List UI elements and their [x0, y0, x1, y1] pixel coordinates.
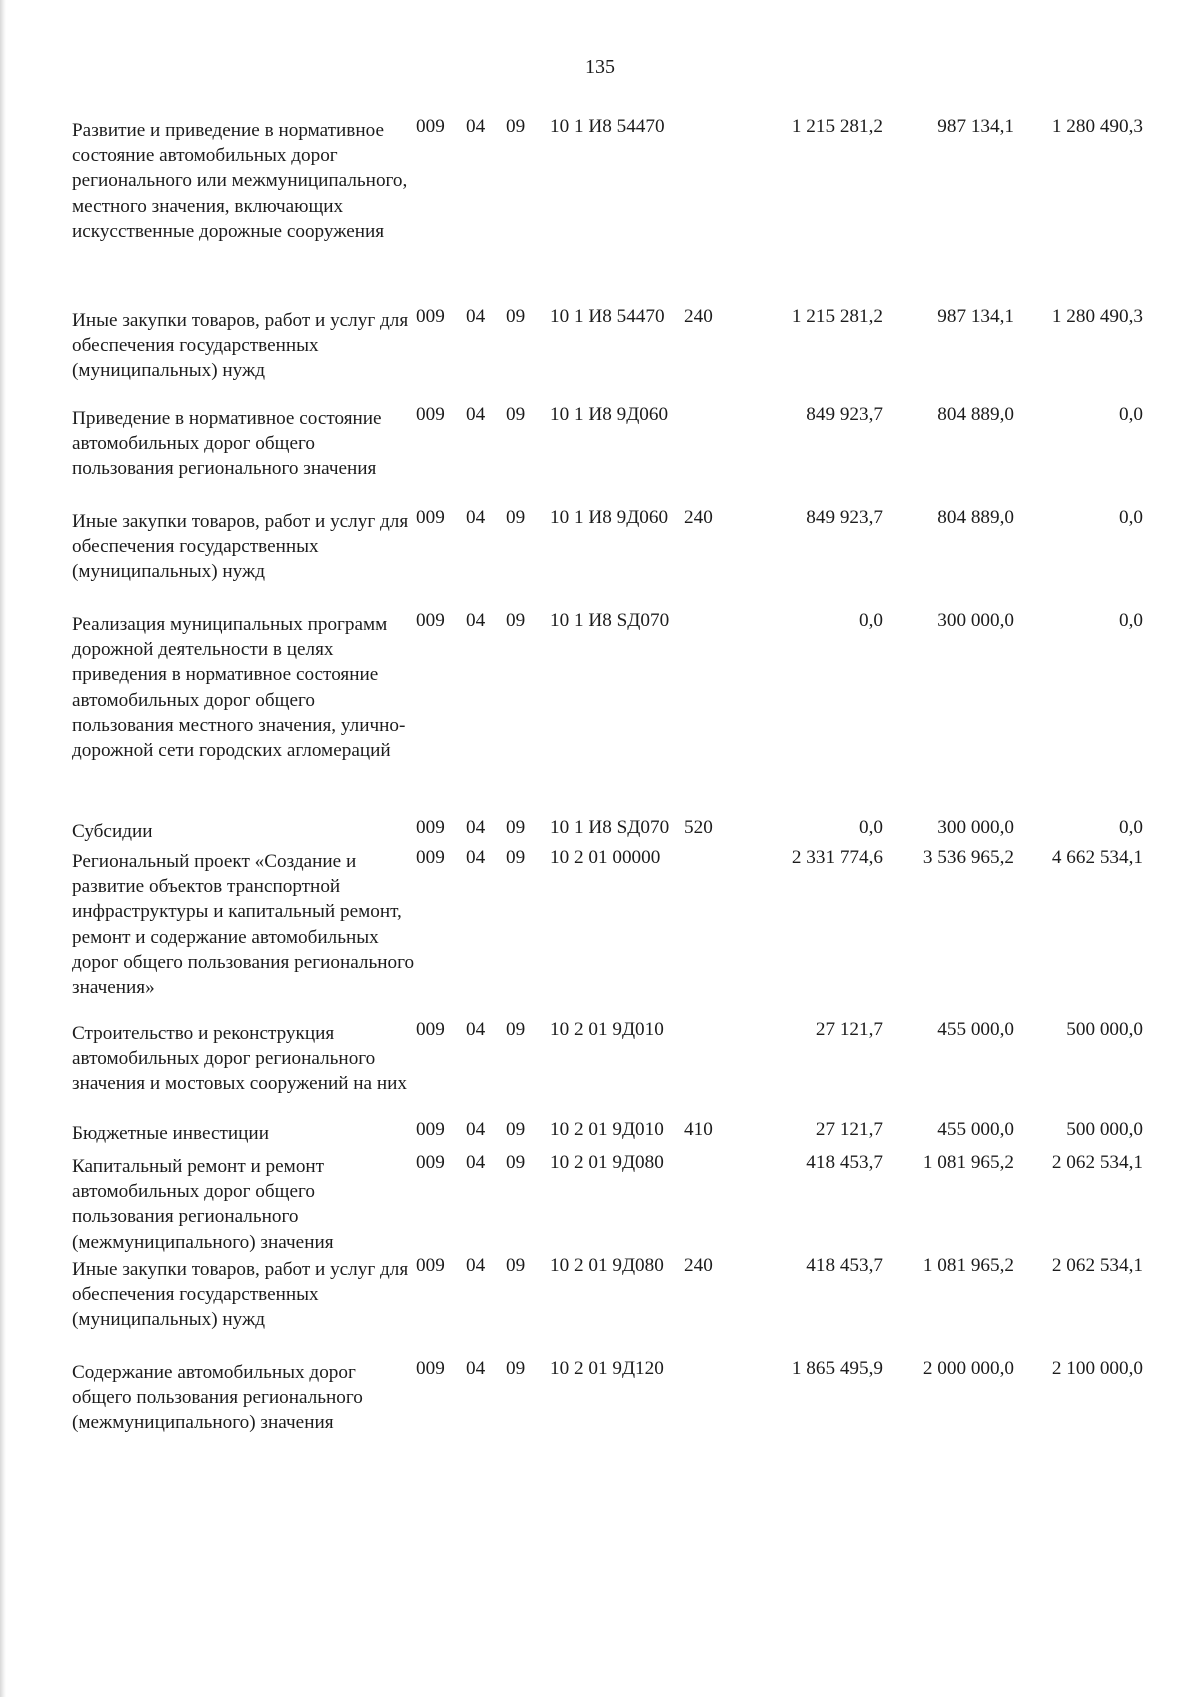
- row-target-article: 10 2 01 9Д080: [550, 1255, 664, 1276]
- row-section-code: 04: [466, 1358, 486, 1379]
- table-row: [72, 1150, 1157, 1253]
- row-subsection-code: 09: [506, 404, 526, 425]
- row-amount-year-2: 1 081 965,2: [922, 1152, 1014, 1173]
- row-amount-year-1: 849 923,7: [806, 404, 883, 425]
- row-amount-year-3: 0,0: [1119, 404, 1143, 425]
- row-target-article: 10 1 И8 9Д060: [550, 507, 669, 528]
- row-section-code: 04: [466, 1019, 486, 1040]
- row-amount-year-2: 300 000,0: [937, 610, 1014, 631]
- table-row: [72, 845, 1157, 1017]
- page-number: 135: [585, 56, 615, 78]
- row-grbs-code: 009: [416, 1358, 445, 1379]
- row-amount-year-1: 418 453,7: [806, 1152, 883, 1173]
- row-name: Иные закупки товаров, работ и услуг для обеспечения государственных (муниципальных) нужд: [72, 310, 409, 382]
- row-section-code: 04: [466, 1255, 486, 1276]
- row-name: Реализация муниципальных программ дорожной деятельности в целях приведения в нормативное состояние автомобильных дорог общего пользования местного значения, улично-дорожной сети городских агломераций: [72, 614, 406, 762]
- row-subsection-code: 09: [506, 1119, 526, 1140]
- row-amount-year-2: 300 000,0: [937, 817, 1014, 838]
- row-amount-year-2: 987 134,1: [937, 116, 1014, 137]
- row-section-code: 04: [466, 817, 486, 838]
- row-amount-year-1: 1 215 281,2: [791, 116, 883, 137]
- row-amount-year-3: 2 100 000,0: [1051, 1358, 1143, 1379]
- row-amount-year-2: 3 536 965,2: [922, 847, 1014, 868]
- row-amount-year-1: 27 121,7: [815, 1019, 883, 1040]
- row-section-code: 04: [466, 1119, 486, 1140]
- row-amount-year-1: 27 121,7: [815, 1119, 883, 1140]
- row-grbs-code: 009: [416, 1019, 445, 1040]
- row-section-code: 04: [466, 116, 486, 137]
- row-name: Развитие и приведение в нормативное состояние автомобильных дорог регионального или межмуниципального, местного значения, включающих искусственные дорожные сооружения: [72, 120, 408, 242]
- row-grbs-code: 009: [416, 507, 445, 528]
- row-amount-year-1: 418 453,7: [806, 1255, 883, 1276]
- table-row: [72, 1356, 1157, 1466]
- row-amount-year-3: 2 062 534,1: [1051, 1152, 1143, 1173]
- row-target-article: 10 1 И8 9Д060: [550, 404, 669, 425]
- row-subsection-code: 09: [506, 817, 526, 838]
- row-target-article: 10 1 И8 SД070: [550, 817, 670, 838]
- row-name: Приведение в нормативное состояние автомобильных дорог общего пользования регионального значения: [72, 408, 382, 480]
- row-amount-year-1: 0,0: [859, 610, 883, 631]
- row-amount-year-2: 1 081 965,2: [922, 1255, 1014, 1276]
- row-section-code: 04: [466, 507, 486, 528]
- row-amount-year-1: 0,0: [859, 817, 883, 838]
- row-amount-year-2: 804 889,0: [937, 404, 1014, 425]
- row-subsection-code: 09: [506, 610, 526, 631]
- row-amount-year-2: 804 889,0: [937, 507, 1014, 528]
- row-name: Строительство и реконструкция автомобильных дорог регионального значения и мостовых сооружений на них: [72, 1023, 408, 1095]
- row-grbs-code: 009: [416, 1152, 445, 1173]
- row-amount-year-3: 2 062 534,1: [1051, 1255, 1143, 1276]
- table-row: [72, 402, 1157, 505]
- row-name: Капитальный ремонт и ремонт автомобильных дорог общего пользования регионального (межмуниципального) значения: [72, 1156, 334, 1253]
- row-target-article: 10 1 И8 54470: [550, 306, 665, 327]
- row-target-article: 10 2 01 9Д080: [550, 1152, 664, 1173]
- row-grbs-code: 009: [416, 1119, 445, 1140]
- row-name: Иные закупки товаров, работ и услуг для обеспечения государственных (муниципальных) нужд: [72, 511, 409, 583]
- row-name: Содержание автомобильных дорог общего пользования регионального (межмуниципального) значения: [72, 1362, 363, 1434]
- row-grbs-code: 009: [416, 306, 445, 327]
- row-amount-year-3: 1 280 490,3: [1051, 116, 1143, 137]
- row-subsection-code: 09: [506, 306, 526, 327]
- row-amount-year-3: 0,0: [1119, 817, 1143, 838]
- table-row: [72, 608, 1157, 815]
- row-amount-year-2: 987 134,1: [937, 306, 1014, 327]
- row-target-article: 10 1 И8 54470: [550, 116, 665, 137]
- row-target-article: 10 2 01 00000: [550, 847, 661, 868]
- row-subsection-code: 09: [506, 1358, 526, 1379]
- row-grbs-code: 009: [416, 404, 445, 425]
- row-grbs-code: 009: [416, 1255, 445, 1276]
- row-amount-year-1: 1 865 495,9: [791, 1358, 883, 1379]
- row-expense-type: 410: [684, 1119, 713, 1140]
- row-section-code: 04: [466, 1152, 486, 1173]
- row-amount-year-1: 2 331 774,6: [791, 847, 883, 868]
- row-amount-year-3: 4 662 534,1: [1051, 847, 1143, 868]
- row-amount-year-2: 455 000,0: [937, 1019, 1014, 1040]
- row-expense-type: 240: [684, 507, 713, 528]
- row-name: Субсидии: [72, 821, 153, 842]
- row-subsection-code: 09: [506, 1019, 526, 1040]
- row-amount-year-1: 849 923,7: [806, 507, 883, 528]
- budget-table: [72, 114, 1157, 1466]
- row-target-article: 10 2 01 9Д010: [550, 1119, 664, 1140]
- table-row: [72, 505, 1157, 608]
- row-amount-year-3: 0,0: [1119, 610, 1143, 631]
- row-expense-type: 520: [684, 817, 713, 838]
- row-target-article: 10 1 И8 SД070: [550, 610, 670, 631]
- row-amount-year-2: 455 000,0: [937, 1119, 1014, 1140]
- table-row: [72, 304, 1157, 402]
- row-expense-type: 240: [684, 306, 713, 327]
- row-subsection-code: 09: [506, 507, 526, 528]
- row-name: Иные закупки товаров, работ и услуг для обеспечения государственных (муниципальных) нужд: [72, 1259, 409, 1331]
- row-section-code: 04: [466, 610, 486, 631]
- row-section-code: 04: [466, 404, 486, 425]
- table-row: [72, 1117, 1157, 1150]
- scan-edge-shadow: [0, 0, 6, 1697]
- row-name: Бюджетные инвестиции: [72, 1123, 269, 1144]
- row-target-article: 10 2 01 9Д010: [550, 1019, 664, 1040]
- row-grbs-code: 009: [416, 116, 445, 137]
- row-grbs-code: 009: [416, 847, 445, 868]
- row-amount-year-2: 2 000 000,0: [922, 1358, 1014, 1379]
- row-subsection-code: 09: [506, 847, 526, 868]
- row-grbs-code: 009: [416, 610, 445, 631]
- table-row: [72, 1253, 1157, 1356]
- row-grbs-code: 009: [416, 817, 445, 838]
- table-row: [72, 1017, 1157, 1117]
- row-amount-year-1: 1 215 281,2: [791, 306, 883, 327]
- row-expense-type: 240: [684, 1255, 713, 1276]
- row-section-code: 04: [466, 847, 486, 868]
- row-subsection-code: 09: [506, 1152, 526, 1173]
- row-amount-year-3: 0,0: [1119, 507, 1143, 528]
- row-subsection-code: 09: [506, 116, 526, 137]
- row-amount-year-3: 1 280 490,3: [1051, 306, 1143, 327]
- table-row: [72, 114, 1157, 304]
- row-subsection-code: 09: [506, 1255, 526, 1276]
- row-name: Региональный проект «Создание и развитие объектов транспортной инфраструктуры и капитальный ремонт, ремонт и содержание автомобильных дорог общего пользования регионального значения»: [72, 851, 415, 999]
- row-section-code: 04: [466, 306, 486, 327]
- row-target-article: 10 2 01 9Д120: [550, 1358, 664, 1379]
- row-amount-year-3: 500 000,0: [1066, 1119, 1143, 1140]
- table-row: [72, 815, 1157, 845]
- row-amount-year-3: 500 000,0: [1066, 1019, 1143, 1040]
